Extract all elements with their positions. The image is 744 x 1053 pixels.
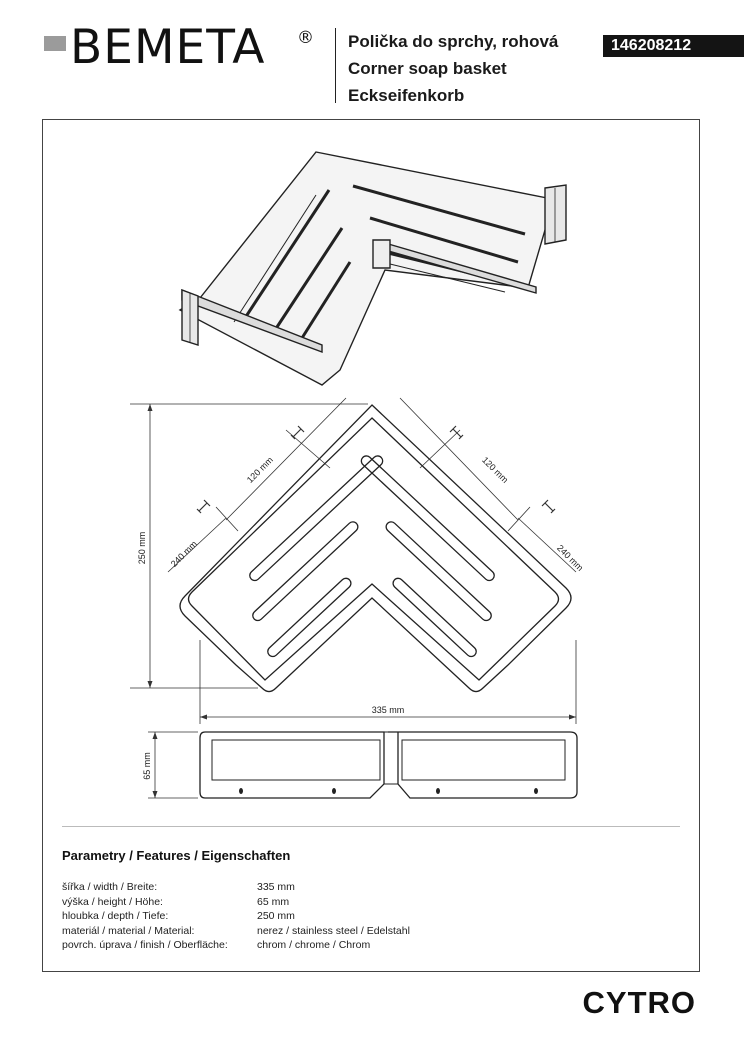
side-view-drawing — [200, 732, 577, 798]
param-label: hloubka / depth / Tiefe: — [62, 910, 169, 922]
series-name: CYTRO — [582, 985, 696, 1020]
params-title: Parametry / Features / Eigenschaften — [62, 848, 291, 863]
dim-65-label: 65 mm — [142, 752, 152, 780]
param-value: 335 mm — [257, 881, 295, 893]
dim-left-240-label: 240 mm — [168, 538, 199, 569]
param-value: nerez / stainless steel / Edelstahl — [257, 924, 410, 937]
dim-left-120-label: 120 mm — [244, 454, 275, 485]
params-row — [62, 909, 410, 924]
dim-250-label: 250 mm — [137, 531, 147, 565]
param-value: chrom / chrome / Chrom — [257, 939, 371, 951]
title-czech: Polička do sprchy, rohová — [348, 32, 559, 51]
param-label: povrch. úprava / finish / Oberfläche: — [62, 939, 228, 951]
params-row — [62, 938, 410, 953]
section-divider — [62, 826, 680, 827]
params-table — [62, 880, 410, 953]
dim-335-label: 335 mm — [371, 705, 405, 715]
dim-right-240-label: 240 mm — [555, 542, 586, 573]
title-german: Eckseifenkorb — [348, 86, 465, 105]
top-view-drawing — [180, 405, 571, 692]
logo-text: BEMETA — [70, 20, 266, 75]
side-view-holes — [239, 788, 538, 794]
registered-mark: ® — [297, 28, 314, 48]
params-row — [62, 895, 410, 910]
side-view-dimension — [148, 732, 198, 798]
param-value: 65 mm — [257, 895, 290, 908]
dimension-arrows — [148, 404, 577, 720]
params-row — [62, 924, 410, 939]
param-label: výška / height / Höhe: — [62, 895, 163, 908]
params-row — [62, 880, 410, 895]
param-label: materiál / material / Material: — [62, 924, 195, 937]
param-label: šířka / width / Breite: — [62, 881, 158, 893]
product-illustration — [180, 152, 566, 385]
title-english: Corner soap basket — [348, 59, 507, 78]
product-code: 146208212 — [603, 35, 744, 57]
top-view-dimensions — [130, 398, 576, 724]
dim-right-120-label: 120 mm — [480, 454, 511, 485]
param-value: 250 mm — [257, 910, 295, 922]
